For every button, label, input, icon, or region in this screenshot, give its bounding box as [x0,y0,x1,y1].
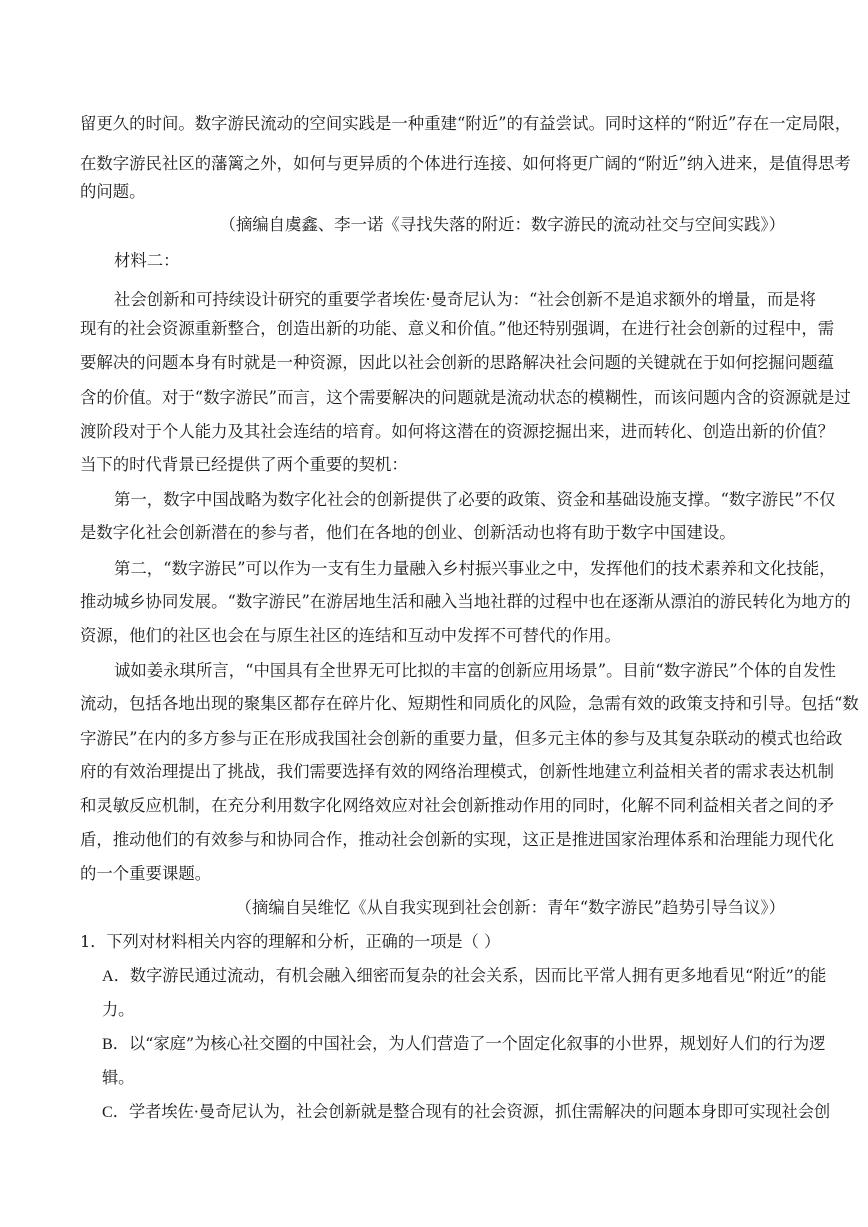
paragraph-line: 盾，推动他们的有效参与和协同合作，推动社会创新的实现，这正是推进国家治理体系和治理能力现代化 [80,830,834,849]
paragraph-line: 社会创新和可持续设计研究的重要学者埃佐·曼奇尼认为：“社会创新不是追求额外的增量，而是将 [114,290,816,309]
source-citation: （摘编自虞鑫、李一诺《寻找失落的附近：数字游民的流动社交与空间实践》） [219,215,785,234]
option-text-continued: 力。 [102,1000,135,1019]
paragraph-line: 当下的时代背景已经提供了两个重要的契机： [80,455,408,474]
option-text-continued: 辑。 [102,1068,135,1087]
paragraph-line: 的一个重要课题。 [80,864,212,883]
option-text: 数字游民通过流动，有机会融入细密而复杂的社会关系，因而比平常人拥有更多地看见“附近”的能 [129,966,827,985]
option-letter: B． [102,1035,129,1053]
option-text: 学者埃佐·曼奇尼认为，社会创新就是整合现有的社会资源，抓住需解决的问题本身即可实现社会创 [128,1102,831,1121]
paragraph-line: 在数字游民社区的藩篱之外，如何与更异质的个体进行连接、如何将更广阔的“附近”纳入进来，是值得思考 [80,154,851,173]
option-text: 以“家庭”为核心社交圈的中国社会，为人们营造了一个固定化叙事的小世界，规划好人们的行为逻 [128,1034,826,1053]
section-heading: 材料二： [114,251,180,270]
paragraph-line: 含的价值。对于“数字游民”而言，这个需要解决的问题就是流动状态的模糊性，而该问题内含的资源就是过 [80,388,851,407]
paragraph-line: 资源，他们的社区也会在与原生社区的连结和互动中发挥不可替代的作用。 [80,626,621,645]
paragraph-line: 诚如姜永琪所言，“中国具有全世界无可比拟的丰富的创新应用场景”。目前“数字游民”个体的自发性 [114,661,836,680]
paragraph-line: 的问题。 [80,182,146,201]
paragraph-line: 和灵敏反应机制，在充分利用数字化网络效应对社会创新推动作用的同时，化解不同利益相关者之间的矛 [80,796,834,815]
paragraph-line: 留更久的时间。数字游民流动的空间实践是一种重建“附近”的有益尝试。同时这样的“附近”存在一定局限， [80,114,852,133]
paragraph-line: 第二，“数字游民”可以作为一支有生力量融入乡村振兴事业之中，发挥他们的技术素养和文化技能， [114,559,836,578]
paragraph-line: 渡阶段对于个人能力及其社会连结的培育。如何将这潜在的资源挖掘出来，进而转化、创造出新的价值？ [80,422,834,441]
paragraph-line: 府的有效治理提出了挑战，我们需要选择有效的网络治理模式，创新性地建立利益相关者的需求表达机制 [80,762,834,781]
paragraph-line: 字游民”在内的多方参与正在形成我国社会创新的重要力量，但多元主体的参与及其复杂联动的模式也给政 [80,729,843,748]
source-citation: （摘编自吴维忆《从自我实现到社会创新：青年“数字游民”趋势引导刍议》） [235,898,785,917]
option-letter: A． [102,967,130,985]
paragraph-line: 现有的社会资源重新整合，创造出新的功能、意义和价值。”他还特别强调，在进行社会创新的过程中，需 [80,319,835,338]
paragraph-line: 要解决的问题本身有时就是一种资源，因此以社会创新的思路解决社会问题的关键就在于如何挖掘问题蕴 [80,353,834,372]
paragraph-line: 流动，包括各地出现的聚集区都存在碎片化、短期性和同质化的风险，急需有效的政策支持和引导。包括“数 [80,694,859,713]
paragraph-line: 是数字化社会创新潜在的参与者，他们在各地的创业、创新活动也将有助于数字中国建设。 [80,523,736,542]
paragraph-line: 推动城乡协同发展。“数字游民”在游居地生活和融入当地社群的过程中也在逐渐从漂泊的游民转化为地方的 [80,592,851,611]
question-stem: 1．下列对材料相关内容的理解和分析，正确的一项是（ ） [80,932,501,951]
paragraph-line: 第一，数字中国战略为数字化社会的创新提供了必要的政策、资金和基础设施支撑。“数字游民”不仅 [114,490,836,509]
option-letter: C． [102,1103,129,1121]
